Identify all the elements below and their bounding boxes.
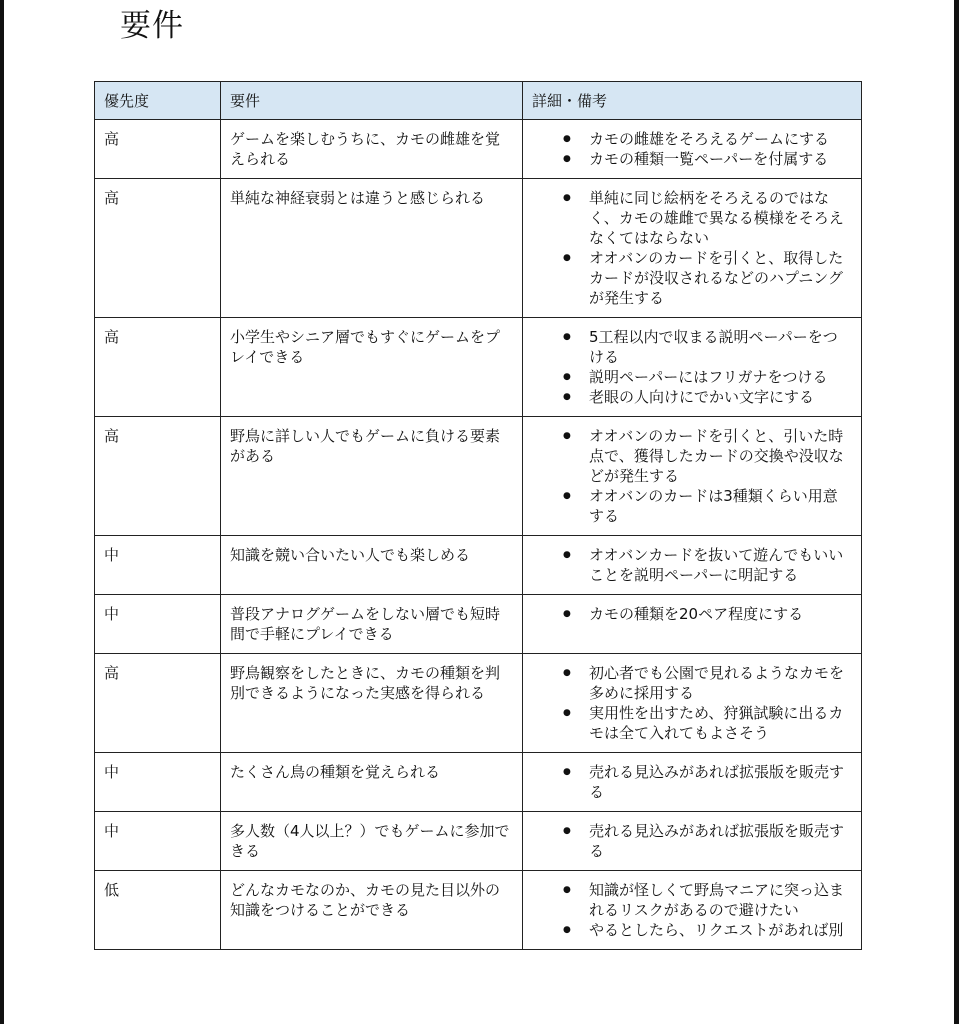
details-cell (523, 812, 862, 871)
table-header (95, 82, 862, 120)
table-row (95, 318, 862, 417)
details-list-item: ● 老眼の人向けにでかい文字にする (541, 387, 847, 407)
table-row (95, 536, 862, 595)
details-list-item: ● 売れる見込みがあれば拡張版を販売する (541, 762, 847, 802)
table-row (95, 179, 862, 318)
details-list (541, 327, 847, 407)
header-priority: 優先度 (95, 82, 221, 120)
table-row (95, 120, 862, 179)
requirement-cell: たくさん鳥の種類を覚えられる (221, 753, 523, 812)
details-list-item: ● 実用性を出すため、狩猟試験に出るカモは全て入れてもよさそう (541, 703, 847, 743)
details-list-item: ● オオバンのカードは3種類くらい用意する (541, 486, 847, 526)
details-cell (523, 417, 862, 536)
details-list (541, 604, 847, 624)
details-list-item: ● 5工程以内で収まる説明ペーパーをつける (541, 327, 847, 367)
priority-cell: 高 (95, 417, 221, 536)
details-cell (523, 753, 862, 812)
details-list (541, 426, 847, 526)
details-list (541, 880, 847, 940)
requirement-cell: 単純な神経衰弱とは違うと感じられる (221, 179, 523, 318)
details-list (541, 663, 847, 743)
requirement-cell: 野鳥に詳しい人でもゲームに負ける要素がある (221, 417, 523, 536)
header-row (95, 82, 862, 120)
details-list-item: ● 初心者でも公園で見れるようなカモを多めに採用する (541, 663, 847, 703)
priority-cell: 中 (95, 812, 221, 871)
page-title: 要件 (120, 8, 184, 44)
details-list (541, 129, 847, 169)
details-list (541, 545, 847, 585)
right-frame-border (954, 0, 959, 1024)
requirement-cell: 多人数（4人以上？）でもゲームに参加できる (221, 812, 523, 871)
priority-cell: 高 (95, 179, 221, 318)
details-list-item: ● やるとしたら、リクエストがあれば別 (541, 920, 847, 940)
table-row (95, 654, 862, 753)
header-requirement: 要件 (221, 82, 523, 120)
header-details: 詳細・備考 (523, 82, 862, 120)
priority-cell: 中 (95, 753, 221, 812)
priority-cell: 高 (95, 120, 221, 179)
priority-cell: 高 (95, 654, 221, 753)
table-row (95, 871, 862, 950)
table-row (95, 595, 862, 654)
table-body (95, 120, 862, 950)
requirement-cell: 知識を競い合いたい人でも楽しめる (221, 536, 523, 595)
priority-cell: 中 (95, 595, 221, 654)
table-row (95, 812, 862, 871)
requirements-table (94, 81, 862, 950)
details-list-item: ● 知識が怪しくて野鳥マニアに突っ込まれるリスクがあるので避けたい (541, 880, 847, 920)
details-list-item: ● カモの雌雄をそろえるゲームにする (541, 129, 847, 149)
details-list-item: ● 単純に同じ絵柄をそろえるのではなく、カモの雄雌で異なる模様をそろえなくてはならない (541, 188, 847, 248)
priority-cell: 高 (95, 318, 221, 417)
details-cell (523, 595, 862, 654)
details-cell (523, 179, 862, 318)
requirement-cell: 野鳥観察をしたときに、カモの種類を判別できるようになった実感を得られる (221, 654, 523, 753)
details-list (541, 188, 847, 308)
details-cell (523, 871, 862, 950)
details-list-item: ● カモの種類一覧ペーパーを付属する (541, 149, 847, 169)
requirement-cell: 小学生やシニア層でもすぐにゲームをプレイできる (221, 318, 523, 417)
details-cell (523, 654, 862, 753)
details-list-item: ● オオバンのカードを引くと、取得したカードが没収されるなどのハプニングが発生する (541, 248, 847, 308)
details-cell (523, 536, 862, 595)
details-cell (523, 318, 862, 417)
table-row (95, 753, 862, 812)
left-frame-border (0, 0, 4, 1024)
priority-cell: 中 (95, 536, 221, 595)
requirement-cell: ゲームを楽しむうちに、カモの雌雄を覚えられる (221, 120, 523, 179)
details-list-item: ● カモの種類を20ペア程度にする (541, 604, 847, 624)
requirement-cell: 普段アナログゲームをしない層でも短時間で手軽にプレイできる (221, 595, 523, 654)
details-list (541, 821, 847, 861)
details-cell (523, 120, 862, 179)
details-list-item: ● 売れる見込みがあれば拡張版を販売する (541, 821, 847, 861)
details-list-item: ● オオバンカードを抜いて遊んでもいいことを説明ペーパーに明記する (541, 545, 847, 585)
details-list-item: ● オオバンのカードを引くと、引いた時点で、獲得したカードの交換や没収などが発生する (541, 426, 847, 486)
table-row (95, 417, 862, 536)
details-list (541, 762, 847, 802)
requirement-cell: どんなカモなのか、カモの見た目以外の知識をつけることができる (221, 871, 523, 950)
priority-cell: 低 (95, 871, 221, 950)
details-list-item: ● 説明ペーパーにはフリガナをつける (541, 367, 847, 387)
